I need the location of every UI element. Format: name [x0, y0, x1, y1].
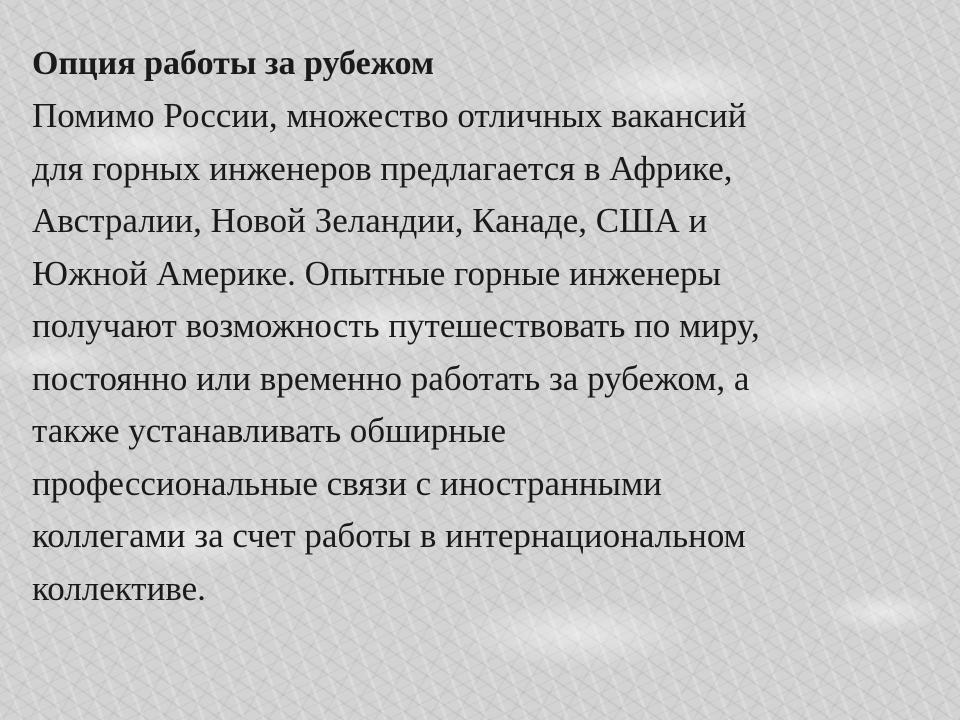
- body-line: коллегами за счет работы в интернациональном: [32, 516, 746, 555]
- body-line: профессиональные связи с иностранными: [32, 463, 662, 503]
- body-line: Австралии, Новой Зеландии, Канаде, США и: [32, 201, 708, 240]
- body-line: получают возможность путешествовать по миру,: [32, 306, 760, 345]
- slide-heading: Опция работы за рубежом: [32, 45, 435, 82]
- body-line: Южной Америке. Опытные горные инженеры: [32, 253, 722, 293]
- body-line: Помимо России, множество отличных вакансий: [32, 96, 747, 135]
- slide-content: [32, 38, 947, 615]
- body-line: постоянно или временно работать за рубежом, а: [32, 358, 750, 398]
- body-line: для горных инженеров предлагается в Африке,: [32, 148, 733, 188]
- body-line: коллективе.: [32, 568, 206, 608]
- slide-body-text: [32, 90, 947, 615]
- body-line: также устанавливать обширные: [32, 411, 507, 450]
